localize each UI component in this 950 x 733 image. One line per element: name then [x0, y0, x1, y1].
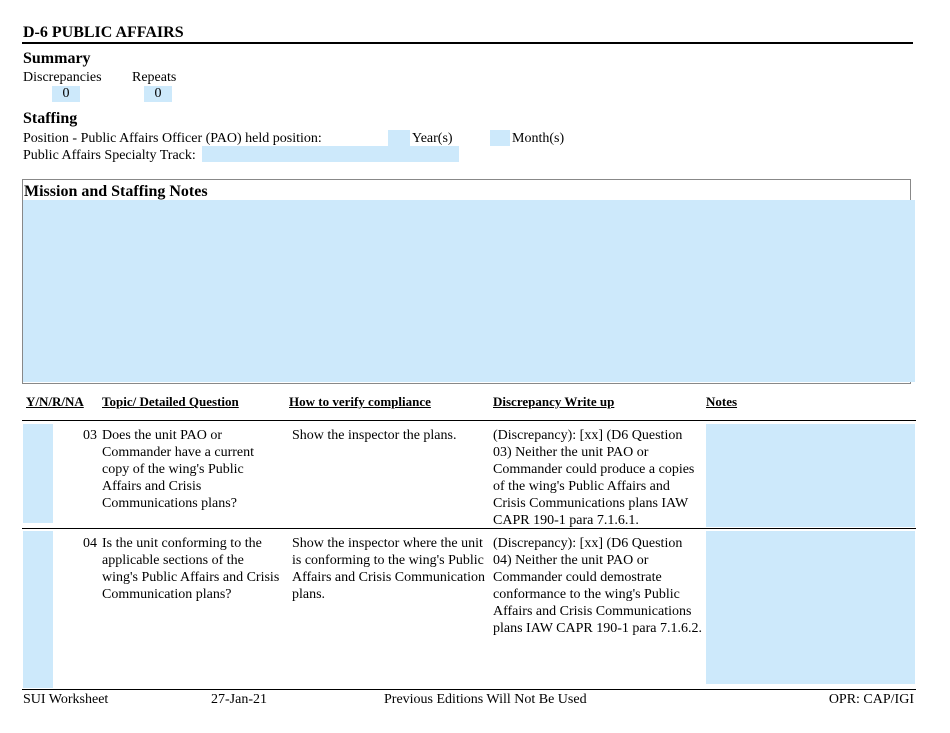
years-label: Year(s) [412, 131, 453, 146]
row-03-discrepancy: (Discrepancy): [xx] (D6 Question 03) Neither the unit PAO or Commander could produce a copies of the wing's Public Affairs and Crisis Communications plans IAW CAPR 190-1 para 7.1.6.1. [493, 428, 695, 528]
mission-notes-heading: Mission and Staffing Notes [24, 183, 208, 200]
header-ynrna: Y/N/R/NA [26, 394, 84, 409]
mission-notes-field[interactable] [23, 200, 915, 382]
header-notes: Notes [706, 394, 738, 409]
specialty-track-label: Public Affairs Specialty Track: [23, 148, 196, 163]
repeats-count-field[interactable]: 0 [144, 86, 172, 102]
row-04-question: Is the unit conforming to the applicable sections of the wing's Public Affairs and Crisis Communication plans? [102, 536, 280, 602]
years-field[interactable] [388, 130, 410, 146]
row-04-response-field[interactable] [23, 531, 53, 688]
footer-divider [22, 689, 916, 690]
row-04-discrepancy: (Discrepancy): [xx] (D6 Question 04) Neither the unit PAO or Commander could demostrate conformance to the wing's Public Affairs and Crisis Communications plans IAW CAPR 190-1 para 7.1.6.2. [493, 536, 702, 636]
discrepancies-label: Discrepancies [23, 70, 102, 85]
row-03-response-field[interactable] [23, 424, 53, 523]
row-03-question: Does the unit PAO or Commander have a current copy of the wing's Public Affairs and Crisis Communications plans? [102, 428, 254, 511]
row-03-verify: Show the inspector the plans. [292, 428, 457, 443]
footer-date: 27-Jan-21 [211, 692, 267, 707]
row-03-number: 03 [83, 428, 97, 443]
summary-heading: Summary [23, 50, 91, 67]
discrepancies-count-field[interactable]: 0 [52, 86, 80, 102]
footer-form-name: SUI Worksheet [23, 692, 109, 707]
header-verify: How to verify compliance [289, 394, 431, 409]
title-divider [22, 42, 913, 44]
header-topic: Topic/ Detailed Question [102, 394, 239, 409]
header-discrepancy: Discrepancy Write up [493, 394, 615, 409]
row-04-notes-field[interactable] [706, 531, 915, 684]
repeats-label: Repeats [132, 70, 177, 85]
header-divider [22, 420, 916, 421]
row-divider [22, 528, 916, 529]
staffing-heading: Staffing [23, 110, 78, 127]
section-title: D-6 PUBLIC AFFAIRS [23, 24, 184, 41]
footer-notice: Previous Editions Will Not Be Used [384, 692, 587, 707]
row-04-number: 04 [83, 536, 97, 551]
months-field[interactable] [490, 130, 510, 146]
position-label: Position - Public Affairs Officer (PAO) held position: [23, 131, 322, 146]
footer-opr: OPR: CAP/IGI [828, 692, 914, 707]
months-label: Month(s) [512, 131, 565, 146]
row-03-notes-field[interactable] [706, 424, 915, 527]
row-04-verify: Show the inspector where the unit is conforming to the wing's Public Affairs and Crisis Communication plans. [292, 536, 485, 602]
specialty-track-field[interactable] [202, 146, 459, 162]
